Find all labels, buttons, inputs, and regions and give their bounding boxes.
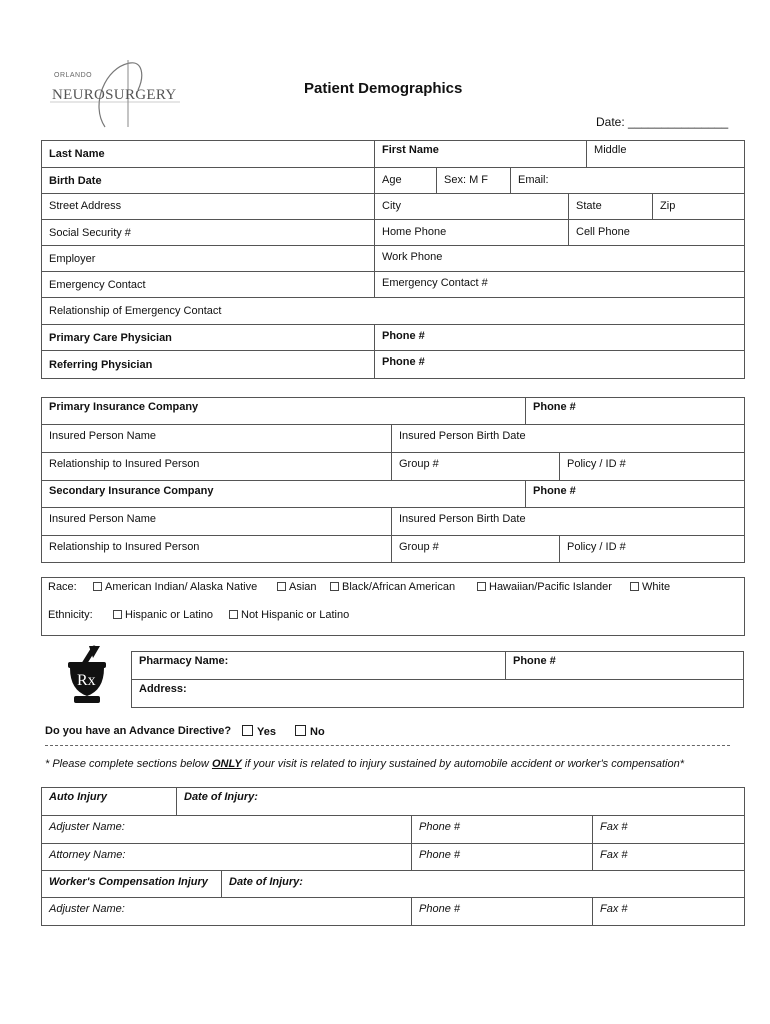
checkbox-icon [477,582,486,591]
injury-table [41,787,745,926]
policy-1-field[interactable]: Policy / ID # [560,453,745,481]
pcp-field[interactable]: Primary Care Physician [42,325,375,351]
attorney-phone-field[interactable]: Phone # [412,844,593,871]
logo-main-text: NEUROSURGERY [52,87,177,103]
adjuster-1-phone-field[interactable]: Phone # [412,816,593,844]
checkbox-icon [113,610,122,619]
rx-symbol: Rx [77,672,96,689]
ethnicity-option-not-hispanic[interactable]: Not Hispanic or Latino [229,609,349,621]
ssn-field[interactable]: Social Security # [42,220,375,246]
emergency-relationship-field[interactable]: Relationship of Emergency Contact [42,298,745,325]
emergency-contact-field[interactable]: Emergency Contact [42,272,375,298]
advance-directive-question: Do you have an Advance Directive? [45,725,232,737]
patient-info-table [41,140,745,379]
auto-injury-date-field[interactable]: Date of Injury: [177,788,745,816]
rx-mortar-icon [60,644,114,706]
checkbox-icon [630,582,639,591]
employer-field[interactable]: Employer [42,246,375,272]
pharmacy-table [131,651,744,708]
work-phone-field[interactable]: Work Phone [375,246,745,272]
pharmacy-name-field[interactable]: Pharmacy Name: [132,652,506,680]
referring-phone-field[interactable]: Phone # [375,351,745,379]
insured-name-2-field[interactable]: Insured Person Name [42,508,392,536]
state-field[interactable]: State [569,194,653,220]
race-option-asian[interactable]: Asian [277,581,317,593]
race-option-white[interactable]: White [630,581,670,593]
relationship-2-field[interactable]: Relationship to Insured Person [42,536,392,563]
race-option-american-indian[interactable]: American Indian/ Alaska Native [93,581,257,593]
advance-directive-yes[interactable]: Yes [242,725,276,738]
insurance-table [41,397,745,563]
referring-physician-field[interactable]: Referring Physician [42,351,375,379]
primary-insurance-phone-field[interactable]: Phone # [526,398,745,425]
city-field[interactable]: City [375,194,569,220]
primary-insurance-field[interactable]: Primary Insurance Company [42,398,526,425]
logo-top-text: ORLANDO [54,72,93,79]
ethnicity-label: Ethnicity: [48,609,93,621]
email-field[interactable]: Email: [511,168,745,194]
adjuster-1-fax-field[interactable]: Fax # [593,816,745,844]
date-field[interactable]: Date: _______________ [596,115,729,129]
adjuster-2-phone-field[interactable]: Phone # [412,898,593,926]
middle-name-field[interactable]: Middle [587,141,745,168]
street-address-field[interactable]: Street Address [42,194,375,220]
attorney-field[interactable]: Attorney Name: [42,844,412,871]
adjuster-2-field[interactable]: Adjuster Name: [42,898,412,926]
policy-2-field[interactable]: Policy / ID # [560,536,745,563]
emergency-contact-phone-field[interactable]: Emergency Contact # [375,272,745,298]
workers-comp-field[interactable]: Worker's Compensation Injury [42,871,222,898]
zip-field[interactable]: Zip [653,194,745,220]
auto-injury-field[interactable]: Auto Injury [42,788,177,816]
page-title: Patient Demographics [304,80,463,97]
secondary-insurance-field[interactable]: Secondary Insurance Company [42,481,526,508]
insured-dob-1-field[interactable]: Insured Person Birth Date [392,425,745,453]
pharmacy-phone-field[interactable]: Phone # [506,652,744,680]
group-2-field[interactable]: Group # [392,536,560,563]
insured-name-1-field[interactable]: Insured Person Name [42,425,392,453]
pcp-phone-field[interactable]: Phone # [375,325,745,351]
checkbox-icon [295,725,306,736]
workers-comp-date-field[interactable]: Date of Injury: [222,871,745,898]
age-field[interactable]: Age [375,168,437,194]
birth-date-field[interactable]: Birth Date [42,168,375,194]
logo [50,55,185,130]
dashed-divider [45,745,730,746]
checkbox-icon [93,582,102,591]
secondary-insurance-phone-field[interactable]: Phone # [526,481,745,508]
advance-directive-no[interactable]: No [295,725,325,738]
ethnicity-option-hispanic[interactable]: Hispanic or Latino [113,609,213,621]
adjuster-1-field[interactable]: Adjuster Name: [42,816,412,844]
group-1-field[interactable]: Group # [392,453,560,481]
race-label: Race: [48,581,77,593]
home-phone-field[interactable]: Home Phone [375,220,569,246]
checkbox-icon [229,610,238,619]
attorney-fax-field[interactable]: Fax # [593,844,745,871]
adjuster-2-fax-field[interactable]: Fax # [593,898,745,926]
checkbox-icon [242,725,253,736]
sex-field[interactable]: Sex: M F [437,168,511,194]
cell-phone-field[interactable]: Cell Phone [569,220,745,246]
injury-note: * Please complete sections below ONLY if your visit is related to injury sustained by automobile accident or worker's compensation* [45,758,684,770]
pharmacy-address-field[interactable]: Address: [132,680,744,708]
checkbox-icon [277,582,286,591]
insured-dob-2-field[interactable]: Insured Person Birth Date [392,508,745,536]
race-option-hawaiian[interactable]: Hawaiian/Pacific Islander [477,581,612,593]
relationship-1-field[interactable]: Relationship to Insured Person [42,453,392,481]
last-name-field[interactable]: Last Name [42,141,375,168]
race-option-black[interactable]: Black/African American [330,581,455,593]
first-name-field[interactable]: First Name [375,141,587,168]
checkbox-icon [330,582,339,591]
